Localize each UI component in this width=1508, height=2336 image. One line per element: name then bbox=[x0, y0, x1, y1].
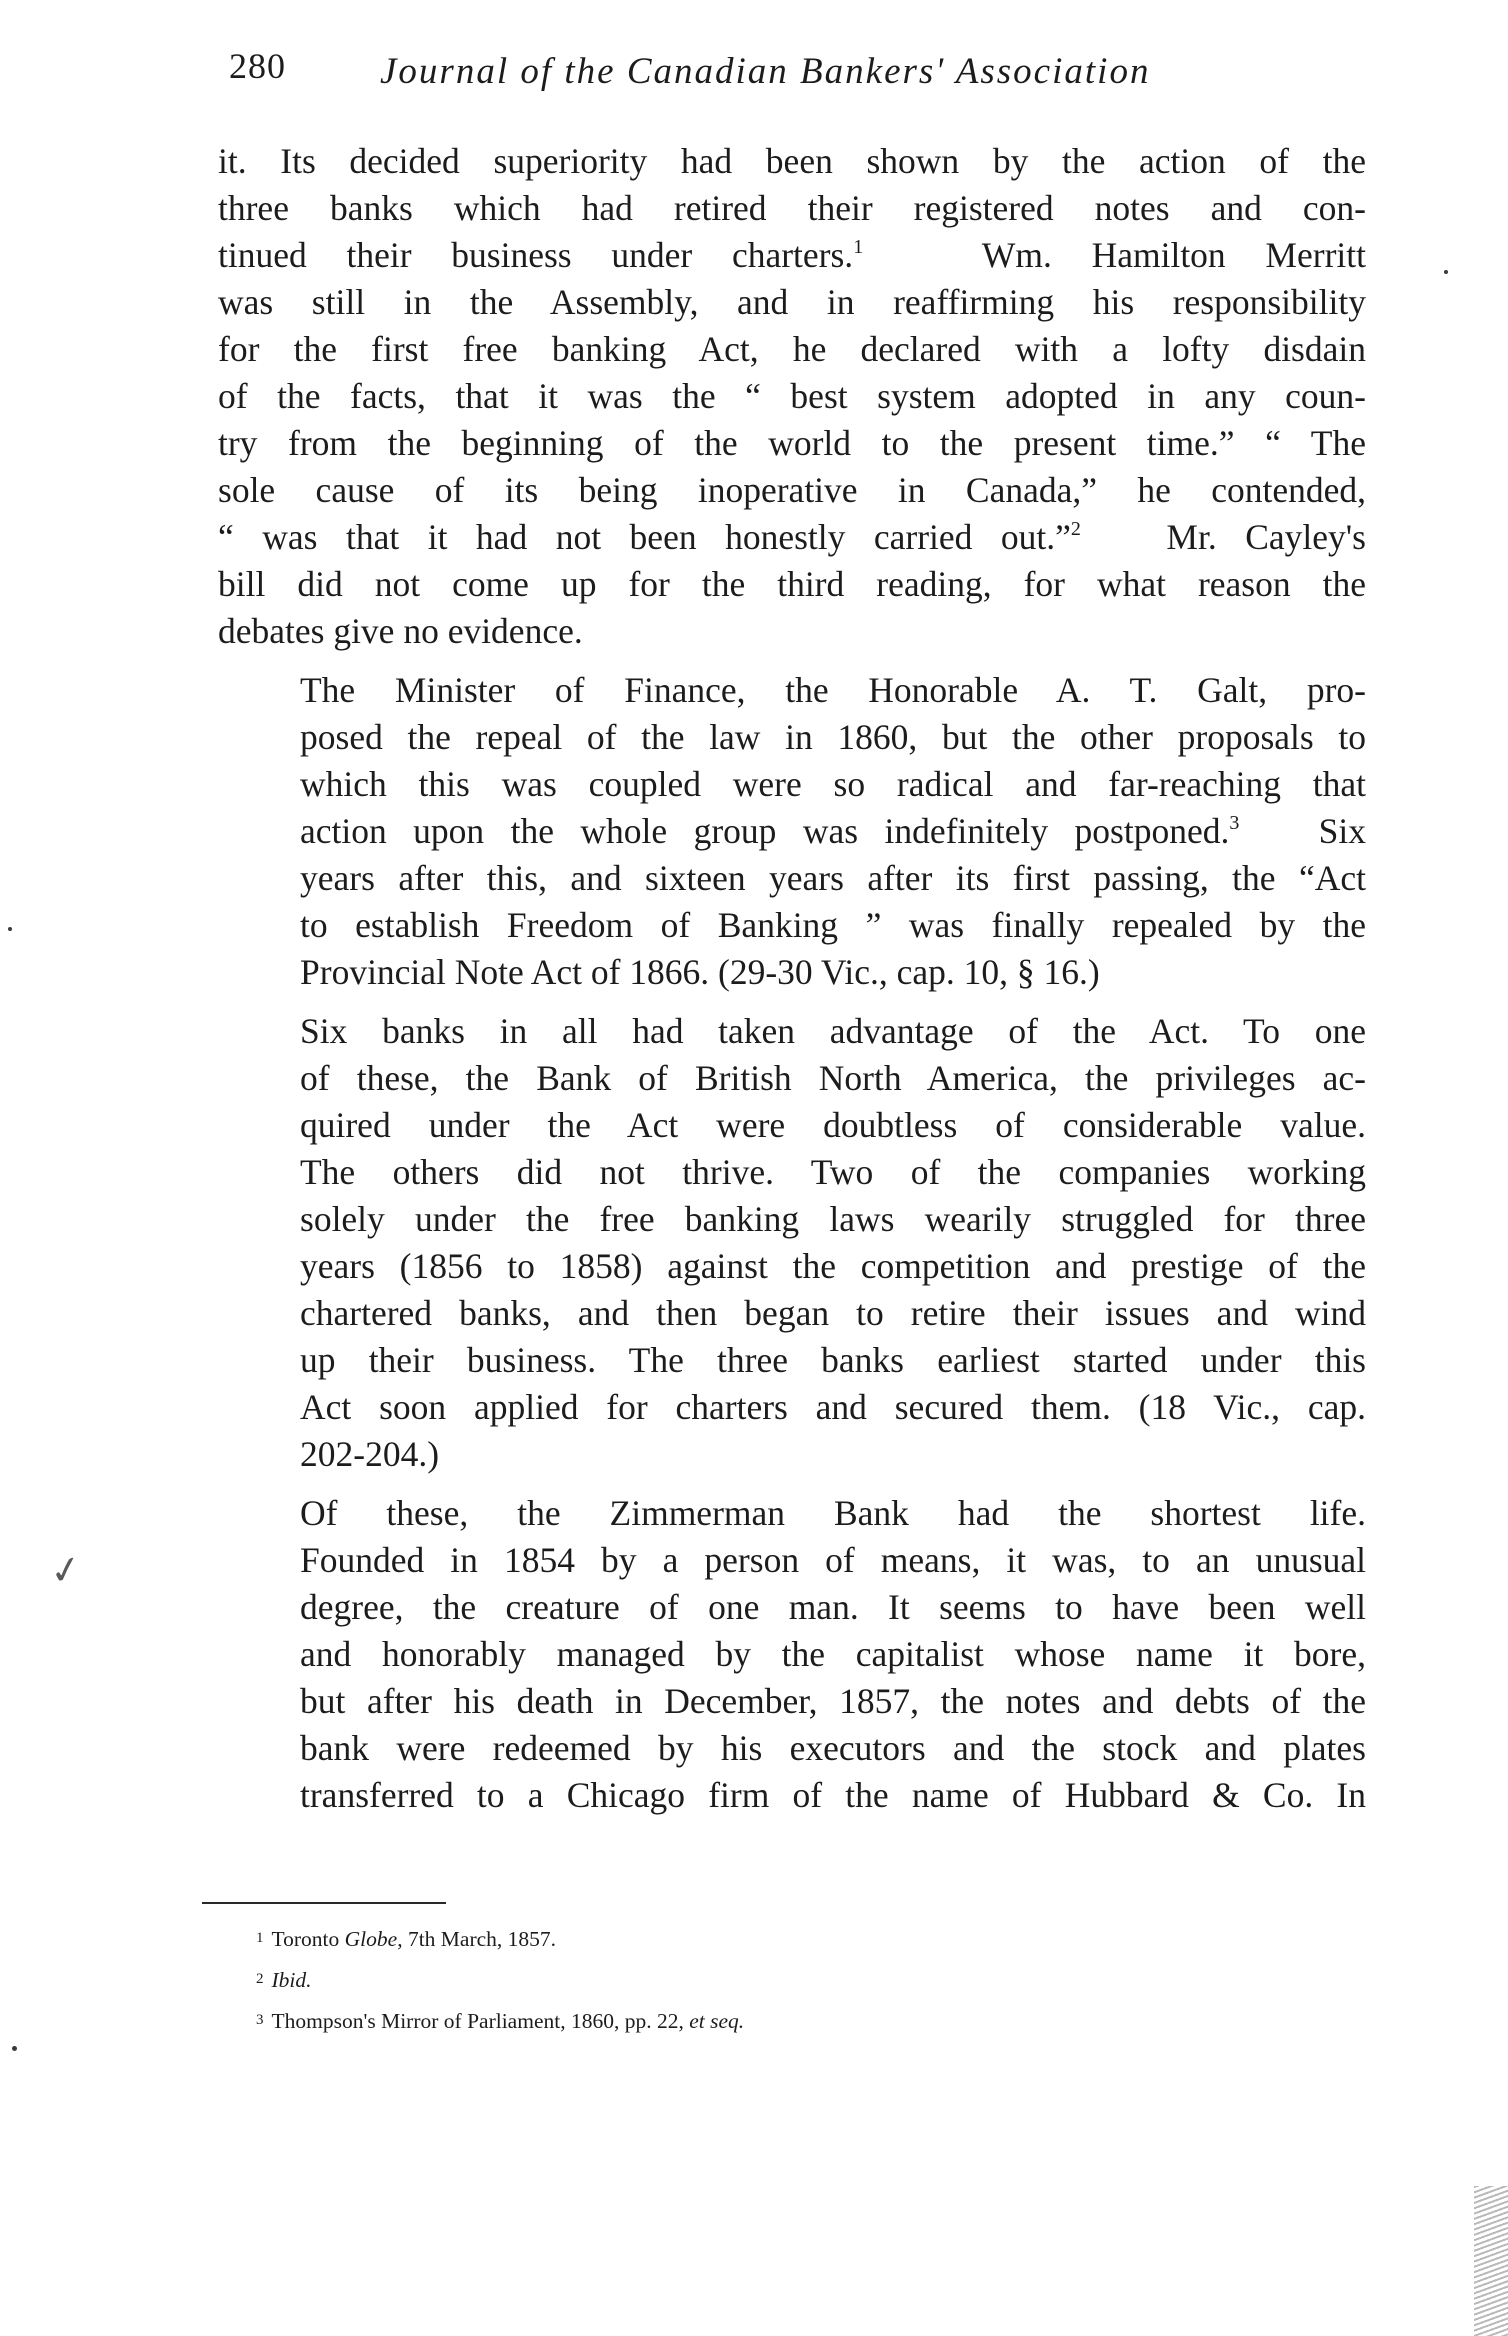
text-line bbox=[218, 808, 1366, 855]
text-line: Six banks in all had taken advantage of the Act. To one bbox=[300, 1011, 1366, 1051]
text-line bbox=[218, 514, 1366, 561]
footnote-italic: Ibid. bbox=[271, 1968, 312, 1992]
footnote-3 bbox=[256, 2008, 1056, 2033]
margin-check-mark: ✓ bbox=[46, 1547, 86, 1595]
text-line: sole cause of its being inoperative in Canada,” he contended, bbox=[218, 470, 1366, 510]
text-segment: Wm. Hamilton Merritt bbox=[981, 235, 1366, 275]
text-line: try from the beginning of the world to the present time.” “ The bbox=[218, 423, 1366, 463]
text-line: which this was coupled were so radical and far-reaching that bbox=[300, 764, 1366, 804]
text-line: up their business. The three banks earliest started under this bbox=[300, 1340, 1366, 1380]
text-line: of these, the Bank of British North America, the privileges ac- bbox=[300, 1058, 1366, 1098]
text-segment: Six bbox=[1318, 811, 1367, 851]
text-line bbox=[218, 232, 1366, 279]
text-line: debates give no evidence. bbox=[218, 611, 583, 651]
footnote-ref: 3 bbox=[1229, 812, 1240, 834]
footnote-text: , 7th March, 1857. bbox=[397, 1927, 557, 1951]
footnote-number: 2 bbox=[256, 1971, 264, 1987]
text-line: but after his death in December, 1857, the notes and debts of the bbox=[300, 1681, 1366, 1721]
paragraph-4 bbox=[218, 1490, 1366, 1819]
footnote-italic: Globe bbox=[344, 1927, 398, 1951]
text-line: Provincial Note Act of 1866. (29-30 Vic., cap. 10, § 16.) bbox=[300, 952, 1100, 992]
text-line: The others did not thrive. Two of the companies working bbox=[300, 1152, 1366, 1192]
text-segment: Mr. Cayley's bbox=[1166, 517, 1366, 557]
paragraph-2 bbox=[218, 667, 1366, 996]
text-segment: tinued their business under charters. bbox=[218, 235, 854, 275]
scan-speck bbox=[1444, 270, 1448, 274]
footnote-ref: 2 bbox=[1070, 518, 1081, 540]
text-line: transferred to a Chicago firm of the name of Hubbard & Co. In bbox=[300, 1775, 1366, 1815]
footnote-text: Toronto bbox=[271, 1927, 345, 1951]
text-line: The Minister of Finance, the Honorable A. T. Galt, pro- bbox=[300, 670, 1366, 710]
footnote-2 bbox=[256, 1967, 1056, 1992]
text-line: three banks which had retired their registered notes and con- bbox=[218, 188, 1366, 228]
text-line: of the facts, that it was the “ best system adopted in any coun- bbox=[218, 376, 1366, 416]
footnote-number: 3 bbox=[256, 2012, 264, 2028]
text-line: bank were redeemed by his executors and the stock and plates bbox=[300, 1728, 1366, 1768]
scan-speck bbox=[8, 927, 12, 931]
scan-speck bbox=[12, 2046, 17, 2051]
page-number: 280 bbox=[229, 46, 286, 86]
body-text bbox=[218, 138, 1366, 1831]
footnote-text: Thompson's Mirror of Parliament, 1860, pp. 22, bbox=[271, 2009, 690, 2033]
footnote-1 bbox=[256, 1926, 1056, 1951]
text-line: Act soon applied for charters and secured them. (18 Vic., cap. bbox=[300, 1387, 1366, 1427]
text-segment: action upon the whole group was indefinitely postponed. bbox=[300, 811, 1230, 851]
text-line: degree, the creature of one man. It seems to have been well bbox=[300, 1587, 1366, 1627]
text-line: Founded in 1854 by a person of means, it was, to an unusual bbox=[300, 1540, 1366, 1580]
text-line: 202-204.) bbox=[300, 1434, 440, 1474]
text-line: bill did not come up for the third reading, for what reason the bbox=[218, 564, 1366, 604]
text-line: it. Its decided superiority had been shown by the action of the bbox=[218, 141, 1366, 181]
text-segment: “ was that it had not been honestly carried out.” bbox=[218, 517, 1071, 557]
footnote-number: 1 bbox=[256, 1930, 264, 1946]
running-title: Journal of the Canadian Bankers' Association bbox=[380, 51, 1151, 92]
footnote-ref: 1 bbox=[853, 236, 864, 258]
text-line: years (1856 to 1858) against the competition and prestige of the bbox=[300, 1246, 1366, 1286]
text-line: quired under the Act were doubtless of considerable value. bbox=[300, 1105, 1366, 1145]
scan-edge-artifact bbox=[1474, 2186, 1508, 2336]
footnotes bbox=[256, 1926, 1056, 2049]
text-line: to establish Freedom of Banking ” was finally repealed by the bbox=[300, 905, 1366, 945]
text-line: for the first free banking Act, he declared with a lofty disdain bbox=[218, 329, 1366, 369]
paragraph-3 bbox=[218, 1008, 1366, 1478]
text-line: Of these, the Zimmerman Bank had the shortest life. bbox=[300, 1493, 1366, 1533]
footnote-italic: et seq. bbox=[689, 2009, 745, 2033]
text-line: and honorably managed by the capitalist whose name it bore, bbox=[300, 1634, 1366, 1674]
text-line: posed the repeal of the law in 1860, but the other proposals to bbox=[300, 717, 1366, 757]
text-line: years after this, and sixteen years after its first passing, the “Act bbox=[300, 858, 1366, 898]
paragraph-1 bbox=[218, 138, 1366, 655]
text-line: solely under the free banking laws wearily struggled for three bbox=[300, 1199, 1366, 1239]
text-line: chartered banks, and then began to retire their issues and wind bbox=[300, 1293, 1366, 1333]
text-line: was still in the Assembly, and in reaffirming his responsibility bbox=[218, 282, 1366, 322]
footnote-separator bbox=[202, 1902, 446, 1904]
